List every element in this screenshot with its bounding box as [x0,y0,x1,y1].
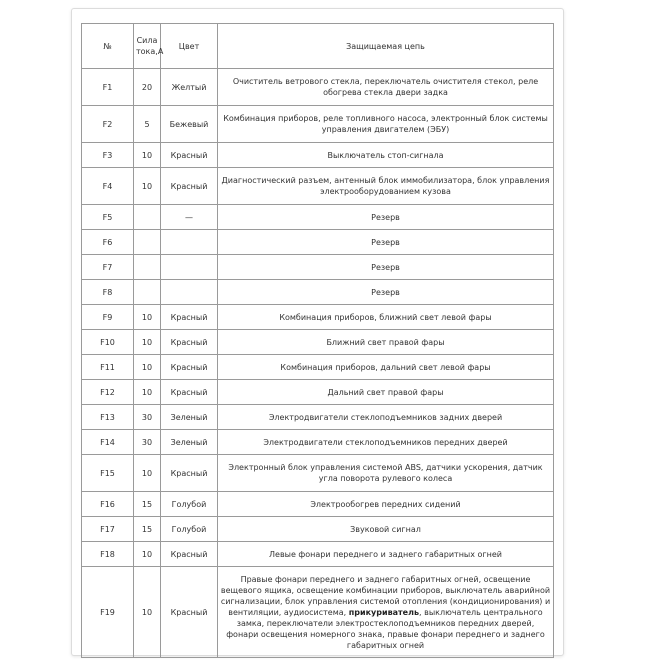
cell-color: Красный [161,380,218,405]
cell-number: F3 [82,143,134,168]
cell-color: Красный [161,355,218,380]
cell-current [134,280,161,305]
cell-current [134,230,161,255]
fuse-table [81,23,554,658]
circuit-text-start: Правые фонари переднего и заднего габаритных огней, освещение вещевого ящика, освещение комбинации приборов, выключатель аварийной сигнализации, блок управления системой отопления (кондиционирования) и вентиляции, аудиосистема, [220,574,551,617]
table-header-row [82,24,554,69]
cell-color: Красный [161,143,218,168]
cell-current [134,205,161,230]
table-row [82,280,554,305]
cell-number: F14 [82,430,134,455]
cell-current: 10 [134,542,161,567]
cell-current [134,255,161,280]
cell-number: F15 [82,455,134,492]
cell-circuit: Диагностический разъем, антенный блок иммобилизатора, блок управления электрооборудованием кузова [218,168,554,205]
table-row [82,305,554,330]
cell-current: 10 [134,330,161,355]
cell-color: Зеленый [161,405,218,430]
cell-circuit: Очиститель ветрового стекла, переключатель очистителя стекол, реле обогрева стекла двери задка [218,69,554,106]
cell-circuit: Выключатель стоп-сигнала [218,143,554,168]
cell-circuit: Электродвигатели стеклоподъемников передних дверей [218,430,554,455]
cell-number: F4 [82,168,134,205]
header-current: Сила тока,А [134,24,161,69]
table-row [82,430,554,455]
cell-color: Голубой [161,492,218,517]
table-row [82,380,554,405]
cell-current: 10 [134,143,161,168]
cell-color: Красный [161,168,218,205]
cell-current: 30 [134,405,161,430]
cell-current: 5 [134,106,161,143]
cell-circuit: Левые фонари переднего и заднего габаритных огней [218,542,554,567]
cell-number: F2 [82,106,134,143]
cell-current: 10 [134,567,161,658]
cell-number: F12 [82,380,134,405]
circuit-text-bold: прикуриватель [348,607,420,617]
cell-number: F8 [82,280,134,305]
cell-color: Голубой [161,517,218,542]
table-row [82,405,554,430]
cell-current: 10 [134,168,161,205]
cell-number: F19 [82,567,134,658]
cell-current: 15 [134,492,161,517]
table-row [82,69,554,106]
cell-circuit [218,567,554,658]
cell-current: 30 [134,430,161,455]
cell-number: F9 [82,305,134,330]
header-color: Цвет [161,24,218,69]
cell-circuit: Резерв [218,230,554,255]
cell-color [161,255,218,280]
cell-circuit: Комбинация приборов, дальний свет левой фары [218,355,554,380]
cell-color: Красный [161,330,218,355]
cell-circuit: Резерв [218,255,554,280]
cell-circuit: Дальний свет правой фары [218,380,554,405]
cell-number: F6 [82,230,134,255]
cell-number: F11 [82,355,134,380]
cell-color: Красный [161,305,218,330]
cell-circuit: Ближний свет правой фары [218,330,554,355]
cell-circuit: Комбинация приборов, ближний свет левой фары [218,305,554,330]
table-row [82,106,554,143]
cell-current: 15 [134,517,161,542]
cell-color [161,280,218,305]
cell-color [161,230,218,255]
cell-color: Красный [161,542,218,567]
cell-number: F18 [82,542,134,567]
table-row [82,542,554,567]
cell-number: F13 [82,405,134,430]
cell-color: — [161,205,218,230]
cell-circuit: Электродвигатели стеклоподъемников задних дверей [218,405,554,430]
table-row [82,205,554,230]
cell-current: 10 [134,380,161,405]
cell-circuit: Электронный блок управления системой ABS, датчики ускорения, датчик угла поворота рулевого колеса [218,455,554,492]
table-row [82,355,554,380]
cell-circuit: Резерв [218,205,554,230]
table-row [82,517,554,542]
cell-number: F1 [82,69,134,106]
cell-color: Красный [161,567,218,658]
header-circuit: Защищаемая цепь [218,24,554,69]
cell-current: 10 [134,455,161,492]
table-row [82,567,554,658]
cell-color: Красный [161,455,218,492]
header-number: № [82,24,134,69]
cell-circuit: Звуковой сигнал [218,517,554,542]
cell-current: 10 [134,355,161,380]
cell-number: F16 [82,492,134,517]
table-row [82,455,554,492]
cell-current: 10 [134,305,161,330]
cell-number: F5 [82,205,134,230]
cell-circuit: Комбинация приборов, реле топливного насоса, электронный блок системы управления двигателем (ЭБУ) [218,106,554,143]
cell-number: F10 [82,330,134,355]
cell-circuit: Электрообогрев передних сидений [218,492,554,517]
cell-current: 20 [134,69,161,106]
table-row [82,143,554,168]
cell-number: F17 [82,517,134,542]
table-row [82,168,554,205]
table-row [82,255,554,280]
table-row [82,330,554,355]
circuit-text-end: , выключатель центрального замка, переключатели электростеклоподъемников передних дверей, фонари освещения номерного знака, правые фонари переднего и заднего габаритных огней [226,607,545,650]
document-frame [71,8,564,656]
cell-color: Зеленый [161,430,218,455]
table-row [82,492,554,517]
cell-color: Бежевый [161,106,218,143]
table-row [82,230,554,255]
cell-number: F7 [82,255,134,280]
cell-color: Желтый [161,69,218,106]
cell-circuit: Резерв [218,280,554,305]
